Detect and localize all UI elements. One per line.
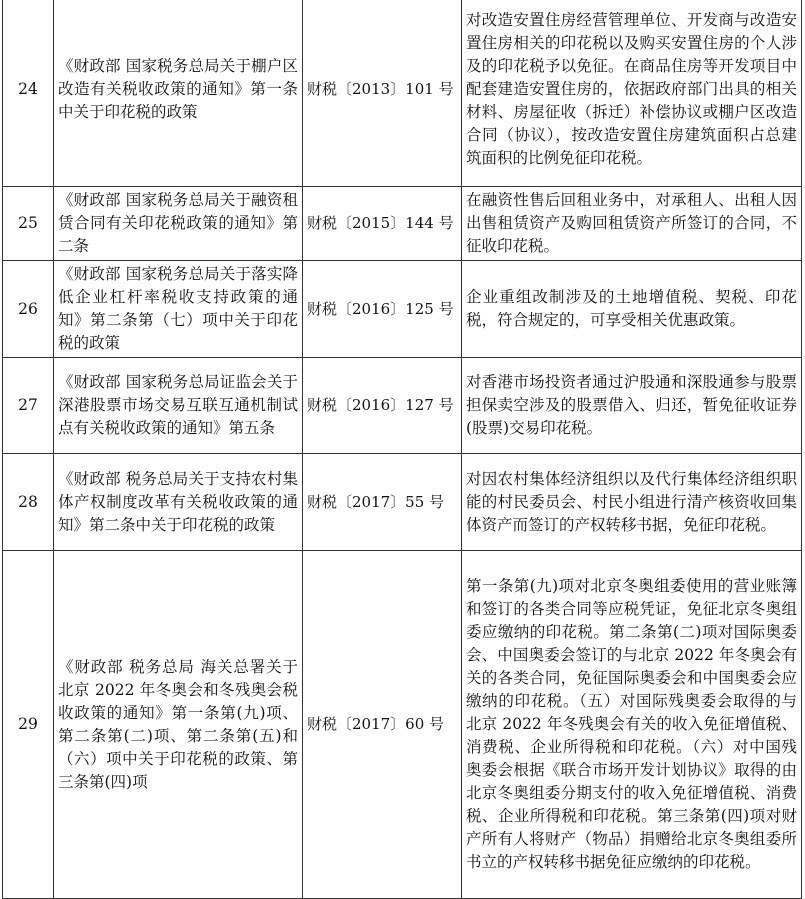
table-row [3,0,802,187]
policy-content: 对香港市场投资者通过沪股通和深股通参与股票担保卖空涉及的股票借入、归还，暂免征收证券(股票)交易印花税。 [462,358,802,454]
row-number: 25 [3,187,54,261]
policy-content: 对改造安置住房经营管理单位、开发商与改造安置住房相关的印花税以及购买安置住房的个人涉及的印花税予以免征。在商品住房等开发项目中配套建造安置住房的，依据政府部门出具的相关材料、房屋征收（拆迁）补偿协议或棚户区改造合同（协议），按改造安置住房建筑面积占总建筑面积的比例免征印花税。 [462,0,802,187]
policy-content: 在融资性售后回租业务中，对承租人、出租人因出售租赁资产及购回租赁资产所签订的合同，不征收印花税。 [462,187,802,261]
table-row [3,551,802,899]
policy-title: 《财政部 国家税务总局关于融资租赁合同有关印花税政策的通知》第二条 [54,187,303,261]
document-number: 财税〔2015〕144 号 [303,187,462,261]
row-number: 26 [3,261,54,358]
table-row [3,261,802,358]
row-number: 28 [3,454,54,551]
policy-title: 《财政部 国家税务总局关于棚户区改造有关税收政策的通知》第一条中关于印花税的政策 [54,0,303,187]
document-number: 财税〔2016〕125 号 [303,261,462,358]
tax-policy-table [2,0,802,899]
policy-content: 第一条第(九)项对北京冬奥组委使用的营业账簿和签订的各类合同等应税凭证，免征北京冬奥组委应缴纳的印花税。第二条第(二)项对国际奥委会、中国奥委会签订的与北京 2022 年冬奥会有关的各类合同，免征国际奥委会和中国奥委会应缴纳的印花税。（五）对国际残奥委会取得的与北京 2022 年冬残奥会有关的收入免征增值税、消费税、企业所得税和印花税。（六）对中国残奥委会根据《联合市场开发计划协议》取得的由北京冬奥组委分期支付的收入免征增值税、消费税、企业所得税和印花税。第三条第(四)项对财产所有人将财产（物品）捐赠给北京冬奥组委所书立的产权转移书据免征应缴纳的印花税。 [462,551,802,899]
table-row [3,187,802,261]
policy-content: 企业重组改制涉及的土地增值税、契税、印花税，符合规定的，可享受相关优惠政策。 [462,261,802,358]
document-number: 财税〔2017〕55 号 [303,454,462,551]
policy-content: 对因农村集体经济组织以及代行集体经济组织职能的村民委员会、村民小组进行清产核资收回集体资产而签订的产权转移书据，免征印花税。 [462,454,802,551]
document-number: 财税〔2017〕60 号 [303,551,462,899]
policy-title: 《财政部 税务总局 海关总署关于北京 2022 年冬奥会和冬残奥会税收政策的通知》第一条第(九)项、第二条第(二)项、第二条第(五)和（六）项中关于印花税的政策、第三条第(四)项 [54,551,303,899]
row-number: 29 [3,551,54,899]
table-row [3,358,802,454]
document-number: 财税〔2013〕101 号 [303,0,462,187]
policy-title: 《财政部 国家税务总局关于落实降低企业杠杆率税收支持政策的通知》第二条第（七）项中关于印花税的政策 [54,261,303,358]
document-number: 财税〔2016〕127 号 [303,358,462,454]
policy-title: 《财政部 税务总局关于支持农村集体产权制度改革有关税收政策的通知》第二条中关于印花税的政策 [54,454,303,551]
policy-title: 《财政部 国家税务总局证监会关于深港股票市场交易互联互通机制试点有关税收政策的通知》第五条 [54,358,303,454]
row-number: 24 [3,0,54,187]
row-number: 27 [3,358,54,454]
table-row [3,454,802,551]
